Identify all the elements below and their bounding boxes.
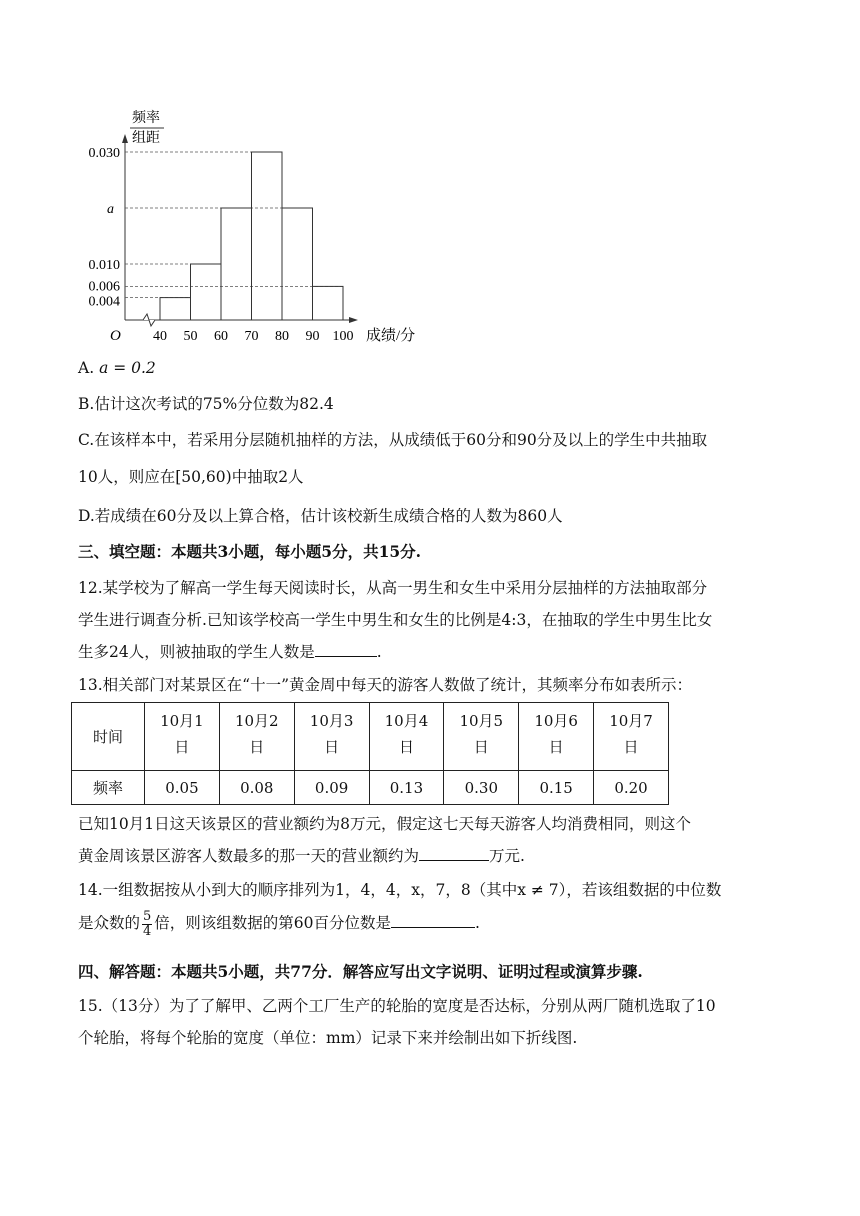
table-date-cell: 10月6 日 <box>519 703 594 771</box>
histogram-bar <box>252 152 283 320</box>
question-12-line-3: 生多24人，则被抽取的学生人数是 . <box>78 643 382 661</box>
option-d: D.若成绩在60分及以上算合格，估计该校新生成绩合格的人数为860人 <box>78 507 563 525</box>
question-13-line-3: 黄金周该景区游客人数最多的那一天的营业额约为 万元. <box>78 847 525 865</box>
x-axis-arrow <box>349 317 358 323</box>
table-frequency-cell: 0.15 <box>519 771 594 805</box>
table-frequency-cell: 0.30 <box>444 771 519 805</box>
y-label-bottom: 组距 <box>132 131 160 146</box>
axis-break-mark <box>143 314 155 326</box>
y-tick-label: a <box>107 202 114 217</box>
option-b: B.估计这次考试的75%分位数为82.4 <box>78 395 334 413</box>
y-tick-label: 0.006 <box>88 279 120 295</box>
frequency-histogram <box>80 108 430 348</box>
x-tick-label: 60 <box>214 329 228 344</box>
table-date-cell: 10月1 日 <box>145 703 220 771</box>
histogram-bar <box>191 264 222 320</box>
option-a: A. a = 0.2 <box>78 359 156 377</box>
x-tick-label: 90 <box>305 329 320 344</box>
option-a-math: a = 0.2 <box>99 359 156 377</box>
table-date-cell: 10月4 日 <box>369 703 444 771</box>
question-12-line-1: 12.某学校为了解高一学生每天阅读时长，从高一男生和女生中采用分层抽样的方法抽取部分 <box>78 579 708 597</box>
option-c-line-1: C.在该样本中，若采用分层随机抽样的方法，从成绩低于60分和90分及以上的学生中共抽取 <box>78 431 708 449</box>
table-row-label: 频率 <box>72 771 145 805</box>
y-axis-arrow <box>122 134 128 143</box>
table-frequency-row <box>72 771 669 805</box>
table-header-row <box>72 703 669 771</box>
question-15-line-2: 个轮胎，将每个轮胎的宽度（单位：mm）记录下来并绘制出如下折线图. <box>78 1029 578 1047</box>
x-tick-label: 100 <box>332 329 354 344</box>
option-c-line-2: 10人，则应在[50,60)中抽取2人 <box>78 468 304 486</box>
table-frequency-cell: 0.08 <box>219 771 294 805</box>
table-frequency-cell: 0.05 <box>145 771 220 805</box>
answer-blank <box>419 846 489 861</box>
fraction-five-fourths: $\frac{5}{4}$ <box>143 908 152 939</box>
table-frequency-cell: 0.09 <box>294 771 369 805</box>
histogram-bar <box>221 208 252 320</box>
question-14-line-2: 是众数的 $\frac{5}{4}$ 倍，则该组数据的第60百分位数是 . <box>78 908 480 939</box>
x-tick-label: 50 <box>183 329 198 344</box>
histogram-bar <box>282 208 313 320</box>
table-date-cell: 10月7 日 <box>594 703 669 771</box>
y-tick-label: 0.010 <box>88 258 120 273</box>
y-tick-label: 0.030 <box>88 146 120 161</box>
question-12-line-2: 学生进行调查分析.已知该学校高一学生中男生和女生的比例是4:3，在抽取的学生中男生比女 <box>78 611 713 629</box>
table-date-cell: 10月2 日 <box>219 703 294 771</box>
section-three-heading: 三、填空题：本题共3小题，每小题5分，共15分. <box>78 542 422 561</box>
question-14-line-1: 14.一组数据按从小到大的顺序排列为1，4，4，x，7，8（其中x ≠ 7），若该组数据的中位数 <box>78 881 722 899</box>
frequency-table <box>71 702 669 805</box>
question-13-line-1: 13.相关部门对某景区在“十一”黄金周中每天的游客人数做了统计，其频率分布如表所示： <box>78 676 693 694</box>
answer-blank <box>391 913 475 928</box>
x-tick-label: 80 <box>275 329 289 344</box>
table-frequency-cell: 0.13 <box>369 771 444 805</box>
question-13-line-2: 已知10月1日这天该景区的营业额约为8万元，假定这七天每天游客人均消费相同，则这个 <box>78 815 691 833</box>
x-tick-label: 70 <box>244 329 259 344</box>
table-frequency-cell: 0.20 <box>594 771 669 805</box>
table-header-label: 时间 <box>72 703 145 771</box>
origin-label: O <box>110 328 121 344</box>
question-15-line-1: 15.（13分）为了了解甲、乙两个工厂生产的轮胎的宽度是否达标，分别从两厂随机选取了10 <box>78 997 716 1015</box>
y-axis-label <box>130 110 164 146</box>
y-label-top: 频率 <box>132 111 160 126</box>
histogram-bar <box>313 286 344 320</box>
y-tick-label: 0.004 <box>88 294 120 310</box>
histogram-bar <box>160 298 191 320</box>
section-four-heading: 四、解答题：本题共5小题，共77分．解答应写出文字说明、证明过程或演算步骤. <box>78 962 643 981</box>
answer-blank <box>315 642 377 657</box>
x-tick-label: 40 <box>153 329 167 344</box>
table-date-cell: 10月3 日 <box>294 703 369 771</box>
x-axis-label: 成绩/分 <box>366 328 416 344</box>
table-date-cell: 10月5 日 <box>444 703 519 771</box>
